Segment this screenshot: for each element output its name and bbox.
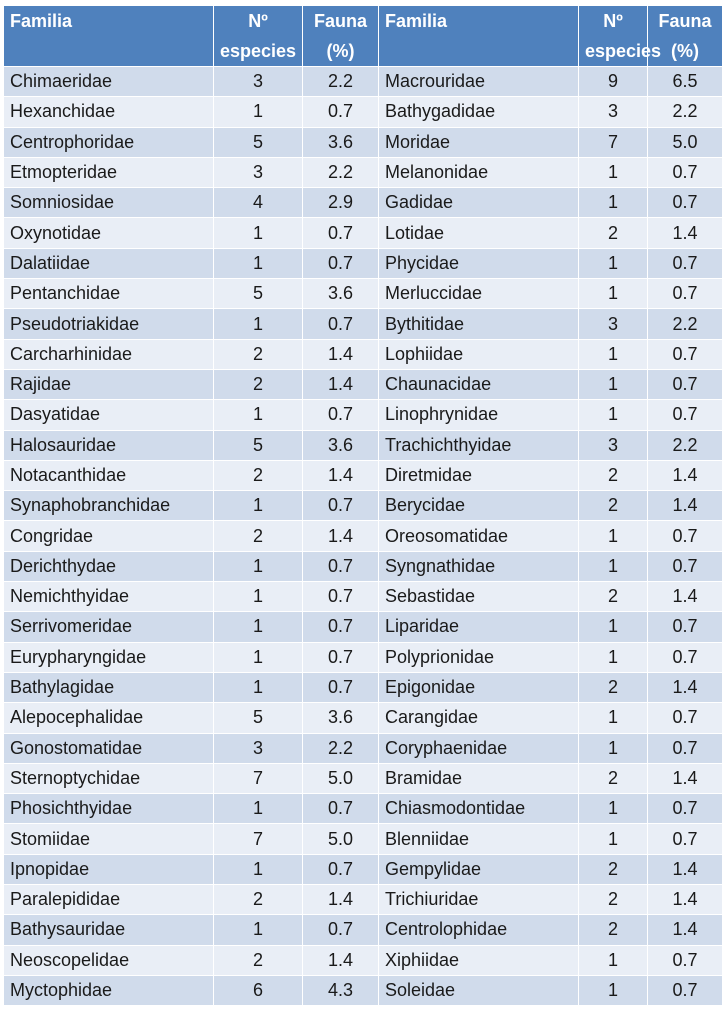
cell-right-family: Trachichthyidae	[379, 430, 579, 460]
cell-left-species: 2	[214, 460, 303, 490]
table-row	[4, 551, 723, 581]
cell-right-species: 1	[579, 551, 648, 581]
cell-right-family: Centrolophidae	[379, 915, 579, 945]
cell-left-family: Paralepididae	[4, 885, 214, 915]
cell-left-fauna: 0.7	[303, 400, 379, 430]
cell-left-family: Myctophidae	[4, 975, 214, 1005]
cell-right-fauna: 1.4	[648, 491, 723, 521]
header-fauna-left	[303, 6, 379, 67]
table-row	[4, 491, 723, 521]
cell-right-family: Linophrynidae	[379, 400, 579, 430]
cell-right-species: 1	[579, 248, 648, 278]
table-row	[4, 309, 723, 339]
cell-right-fauna: 0.7	[648, 248, 723, 278]
cell-left-family: Rajidae	[4, 369, 214, 399]
cell-left-fauna: 0.7	[303, 612, 379, 642]
cell-right-species: 2	[579, 915, 648, 945]
table-row	[4, 642, 723, 672]
cell-left-fauna: 1.4	[303, 521, 379, 551]
species-table	[3, 5, 723, 1006]
cell-left-species: 1	[214, 915, 303, 945]
cell-left-species: 1	[214, 248, 303, 278]
table-row	[4, 824, 723, 854]
cell-right-fauna: 0.7	[648, 975, 723, 1005]
cell-right-family: Liparidae	[379, 612, 579, 642]
header-familia-left	[4, 6, 214, 67]
table-row	[4, 218, 723, 248]
table-row	[4, 672, 723, 702]
cell-left-species: 1	[214, 491, 303, 521]
cell-left-species: 1	[214, 97, 303, 127]
cell-left-fauna: 3.6	[303, 430, 379, 460]
cell-right-family: Epigonidae	[379, 672, 579, 702]
cell-left-fauna: 0.7	[303, 309, 379, 339]
cell-left-family: Oxynotidae	[4, 218, 214, 248]
table-row	[4, 854, 723, 884]
cell-left-species: 1	[214, 642, 303, 672]
cell-right-family: Phycidae	[379, 248, 579, 278]
cell-right-species: 2	[579, 460, 648, 490]
cell-right-fauna: 0.7	[648, 339, 723, 369]
cell-right-species: 1	[579, 703, 648, 733]
cell-right-family: Oreosomatidae	[379, 521, 579, 551]
cell-right-species: 1	[579, 824, 648, 854]
cell-left-family: Stomiidae	[4, 824, 214, 854]
cell-left-family: Nemichthyidae	[4, 582, 214, 612]
header-fauna-line1: Fauna	[313, 11, 367, 31]
cell-right-fauna: 0.7	[648, 733, 723, 763]
cell-left-family: Hexanchidae	[4, 97, 214, 127]
table-row	[4, 612, 723, 642]
cell-left-fauna: 0.7	[303, 794, 379, 824]
cell-right-fauna: 2.2	[648, 309, 723, 339]
header-familia-right	[379, 6, 579, 67]
cell-left-fauna: 1.4	[303, 945, 379, 975]
cell-left-species: 1	[214, 612, 303, 642]
cell-left-fauna: 3.6	[303, 279, 379, 309]
cell-right-family: Trichiuridae	[379, 885, 579, 915]
cell-right-fauna: 0.7	[648, 794, 723, 824]
table-row	[4, 339, 723, 369]
cell-right-fauna: 0.7	[648, 703, 723, 733]
cell-right-species: 1	[579, 279, 648, 309]
cell-left-family: Eurypharyngidae	[4, 642, 214, 672]
cell-left-family: Derichthydae	[4, 551, 214, 581]
cell-left-family: Neoscopelidae	[4, 945, 214, 975]
cell-left-family: Congridae	[4, 521, 214, 551]
header-familia-label: Familia	[10, 11, 73, 31]
cell-right-family: Gempylidae	[379, 854, 579, 884]
cell-left-family: Alepocephalidae	[4, 703, 214, 733]
header-especies-line2: especies	[220, 41, 297, 61]
cell-left-species: 2	[214, 339, 303, 369]
cell-right-family: Blenniidae	[379, 824, 579, 854]
cell-left-species: 1	[214, 218, 303, 248]
cell-left-species: 1	[214, 309, 303, 339]
cell-right-species: 7	[579, 127, 648, 157]
cell-right-family: Soleidae	[379, 975, 579, 1005]
cell-right-species: 2	[579, 218, 648, 248]
cell-right-fauna: 0.7	[648, 612, 723, 642]
cell-right-family: Lophiidae	[379, 339, 579, 369]
header-especies-line1: Nº	[248, 11, 268, 31]
cell-right-family: Gadidae	[379, 188, 579, 218]
table-row	[4, 521, 723, 551]
table-row	[4, 188, 723, 218]
cell-left-species: 3	[214, 733, 303, 763]
cell-right-species: 3	[579, 430, 648, 460]
cell-right-family: Syngnathidae	[379, 551, 579, 581]
table-body	[4, 67, 723, 1006]
cell-right-fauna: 0.7	[648, 945, 723, 975]
cell-right-species: 3	[579, 309, 648, 339]
cell-left-family: Sternoptychidae	[4, 763, 214, 793]
cell-right-family: Xiphiidae	[379, 945, 579, 975]
cell-left-species: 5	[214, 279, 303, 309]
table-row	[4, 703, 723, 733]
cell-right-family: Merluccidae	[379, 279, 579, 309]
cell-right-species: 1	[579, 339, 648, 369]
cell-right-species: 1	[579, 521, 648, 551]
cell-right-fauna: 1.4	[648, 582, 723, 612]
cell-left-fauna: 0.7	[303, 218, 379, 248]
cell-left-fauna: 2.2	[303, 67, 379, 97]
table-row	[4, 763, 723, 793]
cell-right-family: Coryphaenidae	[379, 733, 579, 763]
cell-left-fauna: 0.7	[303, 491, 379, 521]
table-row	[4, 582, 723, 612]
cell-left-species: 4	[214, 188, 303, 218]
cell-right-family: Berycidae	[379, 491, 579, 521]
cell-left-family: Bathylagidae	[4, 672, 214, 702]
header-fauna-line2: (%)	[326, 41, 355, 61]
cell-right-species: 2	[579, 763, 648, 793]
cell-left-fauna: 3.6	[303, 703, 379, 733]
cell-left-fauna: 2.2	[303, 157, 379, 187]
cell-right-species: 1	[579, 188, 648, 218]
cell-right-fauna: 6.5	[648, 67, 723, 97]
cell-left-species: 1	[214, 672, 303, 702]
cell-right-fauna: 0.7	[648, 551, 723, 581]
cell-left-fauna: 0.7	[303, 915, 379, 945]
cell-left-fauna: 1.4	[303, 369, 379, 399]
cell-right-fauna: 0.7	[648, 157, 723, 187]
cell-left-family: Pseudotriakidae	[4, 309, 214, 339]
cell-right-fauna: 2.2	[648, 97, 723, 127]
cell-right-species: 2	[579, 491, 648, 521]
cell-left-fauna: 5.0	[303, 824, 379, 854]
cell-right-species: 1	[579, 733, 648, 763]
cell-left-species: 2	[214, 521, 303, 551]
header-especies-line1: Nº	[603, 11, 623, 31]
header-familia-label: Familia	[385, 11, 448, 31]
cell-left-fauna: 5.0	[303, 763, 379, 793]
cell-left-fauna: 1.4	[303, 339, 379, 369]
table-header	[4, 6, 723, 67]
cell-right-family: Sebastidae	[379, 582, 579, 612]
cell-left-species: 2	[214, 369, 303, 399]
cell-left-species: 1	[214, 582, 303, 612]
cell-left-family: Pentanchidae	[4, 279, 214, 309]
cell-left-fauna: 0.7	[303, 854, 379, 884]
header-fauna-line1: Fauna	[658, 11, 712, 31]
cell-left-species: 6	[214, 975, 303, 1005]
cell-right-fauna: 0.7	[648, 642, 723, 672]
cell-left-family: Chimaeridae	[4, 67, 214, 97]
table-row	[4, 460, 723, 490]
cell-right-family: Bythitidae	[379, 309, 579, 339]
cell-left-fauna: 0.7	[303, 551, 379, 581]
header-especies-left	[214, 6, 303, 67]
cell-left-family: Centrophoridae	[4, 127, 214, 157]
table-row	[4, 945, 723, 975]
cell-right-species: 2	[579, 672, 648, 702]
cell-right-fauna: 5.0	[648, 127, 723, 157]
cell-left-fauna: 0.7	[303, 97, 379, 127]
cell-right-species: 2	[579, 582, 648, 612]
cell-left-species: 3	[214, 67, 303, 97]
table-row	[4, 67, 723, 97]
cell-left-species: 1	[214, 794, 303, 824]
cell-left-fauna: 0.7	[303, 582, 379, 612]
cell-left-species: 5	[214, 703, 303, 733]
cell-left-species: 2	[214, 885, 303, 915]
cell-left-fauna: 3.6	[303, 127, 379, 157]
cell-right-species: 1	[579, 642, 648, 672]
cell-right-fauna: 0.7	[648, 400, 723, 430]
table-row	[4, 733, 723, 763]
cell-left-species: 1	[214, 400, 303, 430]
cell-left-family: Dasyatidae	[4, 400, 214, 430]
cell-left-species: 1	[214, 854, 303, 884]
table-row	[4, 157, 723, 187]
cell-right-family: Chiasmodontidae	[379, 794, 579, 824]
cell-left-fauna: 0.7	[303, 672, 379, 702]
cell-right-species: 2	[579, 854, 648, 884]
cell-left-family: Serrivomeridae	[4, 612, 214, 642]
cell-left-family: Somniosidae	[4, 188, 214, 218]
cell-right-species: 2	[579, 885, 648, 915]
cell-right-fauna: 1.4	[648, 218, 723, 248]
table-row	[4, 127, 723, 157]
header-especies-right	[579, 6, 662, 67]
cell-left-family: Notacanthidae	[4, 460, 214, 490]
cell-left-species: 2	[214, 945, 303, 975]
cell-left-family: Carcharhinidae	[4, 339, 214, 369]
cell-left-fauna: 2.2	[303, 733, 379, 763]
cell-left-fauna: 4.3	[303, 975, 379, 1005]
cell-left-species: 5	[214, 127, 303, 157]
cell-right-family: Polyprionidae	[379, 642, 579, 672]
cell-right-fauna: 1.4	[648, 763, 723, 793]
cell-right-family: Carangidae	[379, 703, 579, 733]
cell-right-fauna: 0.7	[648, 188, 723, 218]
cell-left-family: Halosauridae	[4, 430, 214, 460]
cell-right-species: 1	[579, 369, 648, 399]
cell-right-species: 1	[579, 945, 648, 975]
cell-left-family: Ipnopidae	[4, 854, 214, 884]
table-row	[4, 975, 723, 1005]
cell-right-family: Melanonidae	[379, 157, 579, 187]
cell-right-fauna: 1.4	[648, 672, 723, 702]
header-fauna-line2: (%)	[671, 41, 699, 61]
cell-left-species: 1	[214, 551, 303, 581]
cell-right-species: 1	[579, 400, 648, 430]
cell-right-species: 1	[579, 157, 648, 187]
table-row	[4, 915, 723, 945]
cell-left-fauna: 1.4	[303, 885, 379, 915]
cell-right-species: 3	[579, 97, 648, 127]
cell-left-family: Dalatiidae	[4, 248, 214, 278]
cell-right-fauna: 0.7	[648, 279, 723, 309]
cell-right-family: Lotidae	[379, 218, 579, 248]
cell-right-species: 9	[579, 67, 648, 97]
cell-right-family: Bathygadidae	[379, 97, 579, 127]
cell-left-fauna: 2.9	[303, 188, 379, 218]
cell-left-species: 7	[214, 824, 303, 854]
cell-right-fauna: 0.7	[648, 824, 723, 854]
cell-right-species: 1	[579, 612, 648, 642]
cell-right-family: Diretmidae	[379, 460, 579, 490]
cell-left-family: Etmopteridae	[4, 157, 214, 187]
cell-right-fauna: 1.4	[648, 854, 723, 884]
cell-right-fauna: 1.4	[648, 460, 723, 490]
table-row	[4, 794, 723, 824]
cell-right-family: Moridae	[379, 127, 579, 157]
cell-left-fauna: 0.7	[303, 642, 379, 672]
cell-left-family: Bathysauridae	[4, 915, 214, 945]
cell-left-species: 5	[214, 430, 303, 460]
header-especies-line2: especies	[585, 41, 662, 61]
cell-right-fauna: 0.7	[648, 369, 723, 399]
cell-left-species: 3	[214, 157, 303, 187]
cell-right-family: Bramidae	[379, 763, 579, 793]
cell-right-species: 1	[579, 794, 648, 824]
cell-right-fauna: 2.2	[648, 430, 723, 460]
cell-right-family: Macrouridae	[379, 67, 579, 97]
cell-left-family: Synaphobranchidae	[4, 491, 214, 521]
table-row	[4, 97, 723, 127]
table-row	[4, 885, 723, 915]
cell-right-family: Chaunacidae	[379, 369, 579, 399]
cell-left-family: Phosichthyidae	[4, 794, 214, 824]
cell-right-species: 1	[579, 975, 648, 1005]
cell-right-fauna: 1.4	[648, 885, 723, 915]
table-row	[4, 430, 723, 460]
table-row	[4, 400, 723, 430]
table-row	[4, 369, 723, 399]
cell-left-species: 7	[214, 763, 303, 793]
cell-left-family: Gonostomatidae	[4, 733, 214, 763]
cell-right-fauna: 1.4	[648, 915, 723, 945]
table-row	[4, 248, 723, 278]
header-row	[4, 6, 723, 67]
cell-left-fauna: 1.4	[303, 460, 379, 490]
cell-right-fauna: 0.7	[648, 521, 723, 551]
cell-left-fauna: 0.7	[303, 248, 379, 278]
table-row	[4, 279, 723, 309]
